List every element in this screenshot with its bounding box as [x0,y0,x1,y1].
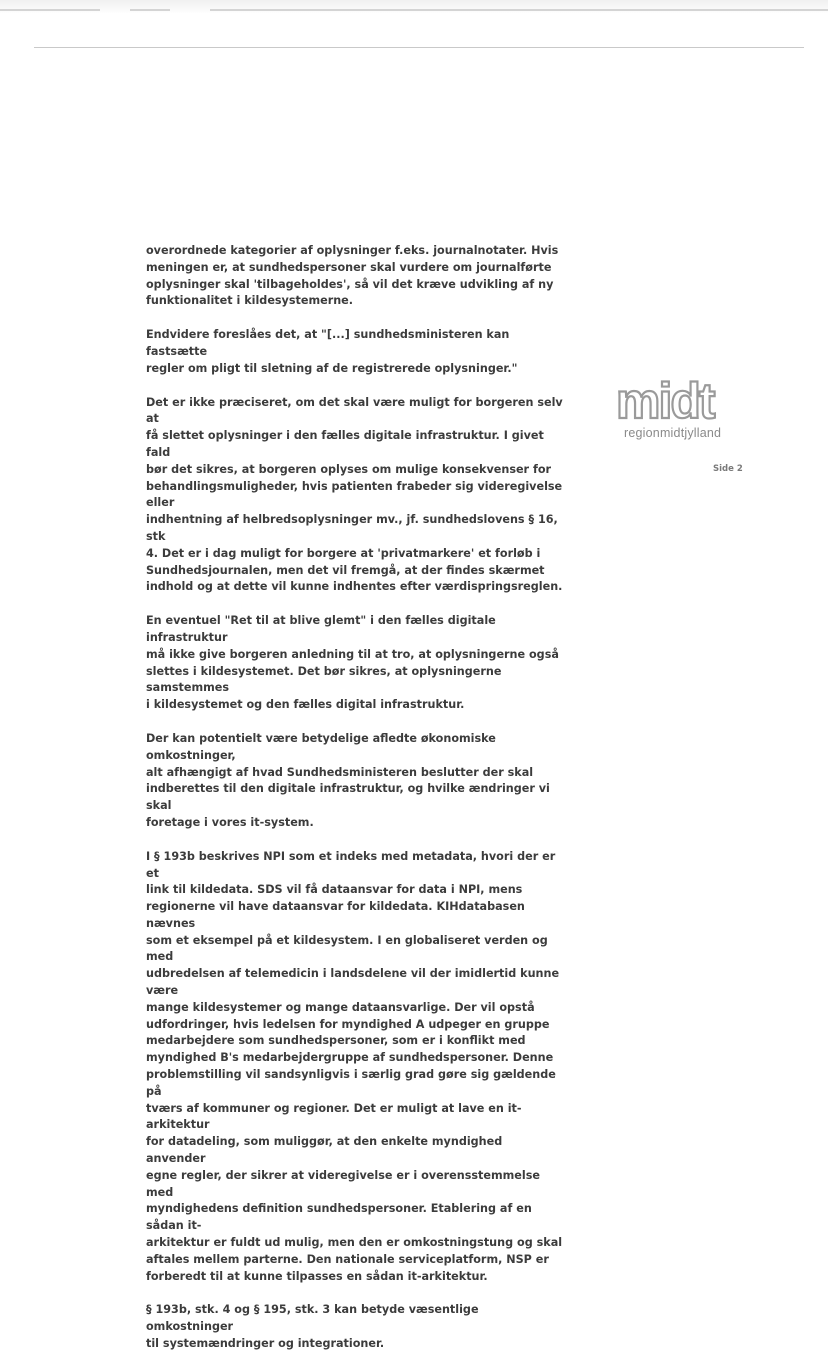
letter-body [146,243,564,1370]
scan-edge [0,0,828,14]
page-number: Side 2 [713,464,743,474]
paragraph: En eventuel "Ret til at blive glemt" i den fælles digitale infrastruktur må ikke give borgeren anledning til at tro, at oplysningerne også slettes i kildesystemet. Det bør sikres, at oplysningerne samstemmes i kildesystemet og den fælles digital infrastruktur. [146,614,559,712]
paragraph: I § 193b beskrives NPI som et indeks med metadata, hvori der er et link til kildedata. SDS vil få dataansvar for data i NPI, mens regionerne vil have dataansvar for kildedata. KIHdatabasen nævnes som et eksempel på et kildesystem. I en globaliseret verden og med udbredelsen af telemedicin i landsdelene vil der imidlertid kunne være mange kildesystemer og mange dataansvarlige. Der vil opstå udfordringer, hvis ledelsen for myndighed A udpeger en gruppe medarbejdere som sundhedspersoner, som er i konflikt med myndighed B's medarbejdergruppe af sundhedspersoner. Denne problemstilling vil sandsynligvis i særlig grad gøre sig gældende på tværs af kommuner og regioner. Det er muligt at lave en it-arkitektur for datadeling, som muliggør, at den enkelte myndighed anvender egne regler, der sikrer at videregivelse er i overensstemmelse med myndighedens definition sundhedspersoner. Etablering af en sådan it- arkitektur er fuldt ud mulig, men den er omkostningstung og skal aftales mellem parterne. Den nationale serviceplatform, NSP er forberedt til at kunne tilpasses en sådan it-arkitektur. [146,849,563,1283]
region-logo [614,378,744,440]
paragraph: Der kan potentielt være betydelige afledte økonomiske omkostninger, alt afhængigt af hvad Sundhedsministeren beslutter der skal indberettes til den digitale infrastruktur, og hvilke ændringer vi skal foretage i vores it-system. [146,731,550,829]
svg-text:midt: midt [616,378,714,424]
midt-logo-mark [614,378,744,424]
paragraph: overordnede kategorier af oplysninger f.eks. journalnotater. Hvis meningen er, at sundhedspersoner skal vurdere om journalførte oplysninger skal 'tilbageholdes', så vil det kræve udvikling af ny funktionalitet i kildesystemerne. [146,244,559,308]
header-rule [34,47,804,48]
logo-subtitle: regionmidtjylland [624,426,722,440]
paragraph: Det er ikke præciseret, om det skal være muligt for borgeren selv at få slettet oplysninger i den fælles digitale infrastruktur. I givet fald bør det sikres, at borgeren oplyses om mulige konsekvenser for behandlingsmuligheder, hvis patienten frabeder sig videregivelse eller indhentning af helbredsoplysninger mv., jf. sundhedslovens § 16, stk 4. Det er i dag muligt for borgere at 'privatmarkere' et forløb i Sundhedsjournalen, men det vil fremgå, at der findes skærmet indhold og at dette vil kunne indhentes efter værdispringsreglen. [146,395,563,594]
paragraph: § 193b, stk. 4 og § 195, stk. 3 kan betyde væsentlige omkostninger til systemændringer og integrationer. [146,1303,479,1351]
paragraph: Endvidere foreslåes det, at "[...] sundhedsministeren kan fastsætte regler om pligt til sletning af de registrerede oplysninger." [146,328,518,375]
